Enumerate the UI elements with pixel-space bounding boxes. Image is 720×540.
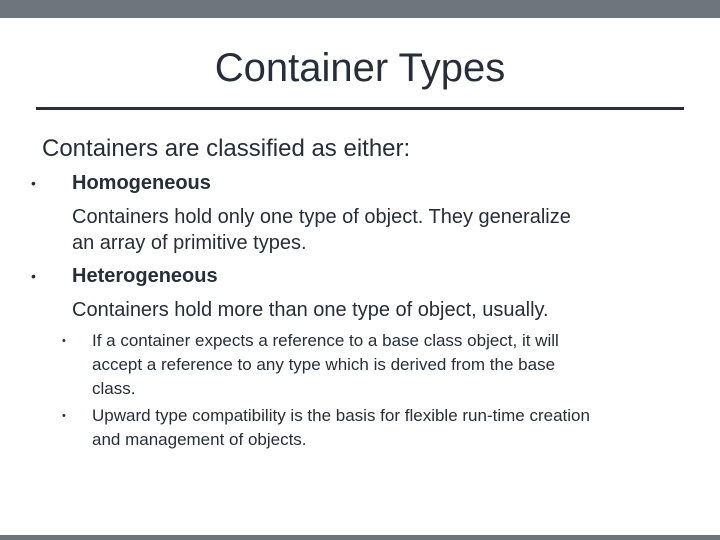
bullet-marker: • (31, 268, 36, 284)
sub-bullet-line: and management of objects. (92, 430, 307, 449)
sub-bullet-line: class. (92, 379, 136, 398)
sub-bullet-marker: • (62, 335, 66, 347)
slide-title: Container Types (214, 46, 506, 90)
bullet-heading-homogeneous: Homogeneous (72, 172, 211, 194)
intro-text: Containers are classified as either: (42, 135, 411, 162)
bullet-heading-heterogeneous: Heterogeneous (72, 265, 218, 287)
bullet-desc-line: an array of primitive types. (72, 232, 307, 254)
bottom-bar (0, 535, 720, 540)
bullet-desc-line: Containers hold more than one type of object, usually. (72, 299, 549, 321)
title-divider (36, 107, 684, 110)
top-bar (0, 0, 720, 18)
sub-bullet-marker: • (62, 410, 66, 422)
sub-bullet-line: accept a reference to any type which is derived from the base (92, 355, 556, 374)
bullet-marker: • (31, 175, 36, 191)
sub-bullet-line: If a container expects a reference to a base class object, it will (92, 331, 559, 350)
sub-bullet-line: Upward type compatibility is the basis for flexible run-time creation (92, 406, 590, 425)
bullet-desc-line: Containers hold only one type of object. They generalize (72, 206, 571, 228)
